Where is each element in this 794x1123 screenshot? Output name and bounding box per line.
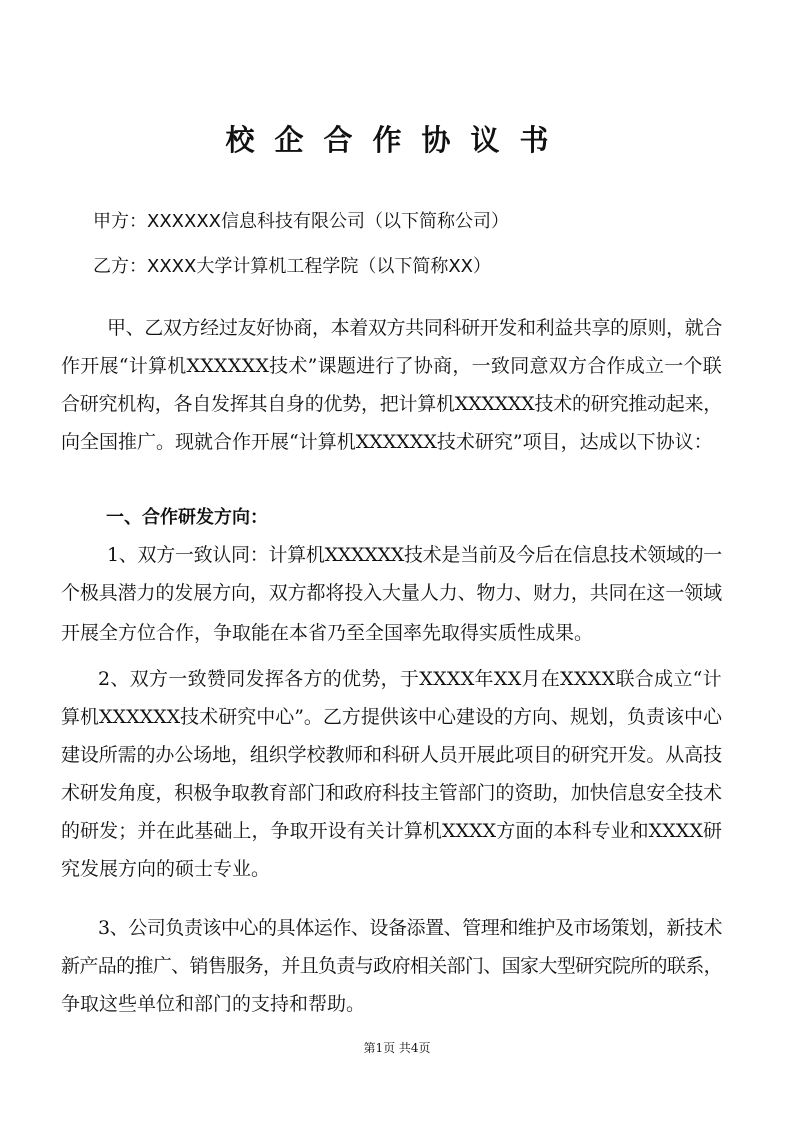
intro-paragraph-line (107, 316, 722, 340)
item-2-line (61, 857, 722, 881)
item-1-line (107, 543, 722, 567)
party-b: 乙方：XXXX大学计算机工程学院（以下简称XX） (93, 256, 491, 277)
document-title: 校企合作协议书 (225, 123, 569, 157)
line-text: 建设所需的办公场地，组织学校教师和科研人员开展此项目的研究开发。从高技 (61, 744, 722, 766)
line-text: 术研发角度，积极争取教育部门和政府科技主管部门的资助，加快信息安全技术 (61, 782, 722, 804)
item-1-line (61, 581, 722, 605)
line-text: 作开展“计算机XXXXXX技术”课题进行了协商，一致同意双方合作成立一个联 (61, 355, 722, 377)
item-2-line (61, 705, 722, 729)
line-text: 新产品的推广、销售服务，并且负责与政府相关部门、国家大型研究院所的联系， (61, 955, 722, 977)
line-text: 个极具潜力的发展方向，双方都将投入大量人力、物力、财力，共同在这一领域 (61, 582, 722, 604)
item-3-line (61, 992, 722, 1016)
item-2-line (98, 667, 722, 691)
intro-paragraph-line (61, 392, 722, 416)
line-text: 合研究机构，各自发挥其自身的优势，把计算机XXXXXX技术的研究推动起来， (61, 393, 722, 415)
line-text: 2、双方一致赞同发挥各方的优势，于XXXX年XX月在XXXX联合成立“计 (98, 668, 722, 690)
line-text: 开展全方位合作，争取能在本省乃至全国率先取得实质性成果。 (61, 622, 594, 644)
item-2-line (61, 781, 722, 805)
item-3-line (61, 954, 722, 978)
line-text: 争取这些单位和部门的支持和帮助。 (61, 993, 366, 1015)
page-footer: 第1页 共4页 (363, 1041, 431, 1055)
intro-paragraph-line (61, 430, 722, 454)
line-text: 算机XXXXXX技术研究中心”。乙方提供该中心建设的方向、规划，负责该中心 (61, 706, 722, 728)
party-a: 甲方：XXXXXX信息科技有限公司（以下简称公司） (93, 211, 509, 232)
item-2-line (61, 819, 722, 843)
line-text: 3、公司负责该中心的具体运作、设备添置、管理和维护及市场策划，新技术 (98, 917, 722, 939)
section-1-heading: 一、合作研发方向： (106, 507, 268, 528)
line-text: 1、双方一致认同：计算机XXXXXX技术是当前及今后在信息技术领域的一 (107, 544, 722, 566)
line-text: 的研发；并在此基础上，争取开设有关计算机XXXX方面的本科专业和XXXX研 (61, 820, 722, 842)
line-text: 究发展方向的硕士专业。 (61, 858, 271, 880)
item-2-line (61, 743, 722, 767)
intro-paragraph-line (61, 354, 722, 378)
item-1-line (61, 621, 722, 645)
line-text: 甲、乙双方经过友好协商，本着双方共同科研开发和利益共享的原则，就合 (107, 317, 722, 339)
line-text: 向全国推广。现就合作开展“计算机XXXXXX技术研究”项目，达成以下协议： (61, 431, 713, 453)
item-3-line (98, 916, 722, 940)
